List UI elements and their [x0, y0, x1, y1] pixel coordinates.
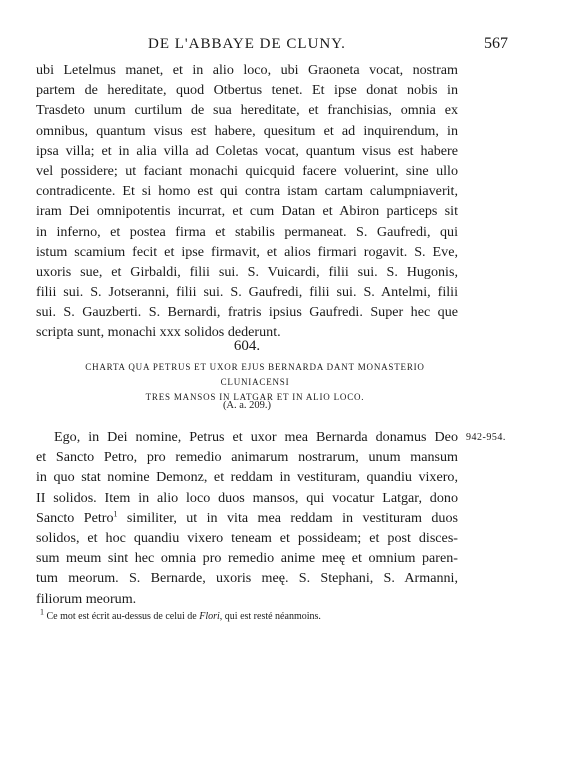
header-title: DE L'ABBAYE DE CLUNY. — [148, 36, 346, 52]
text-line: Trasdeto unum curtilum de sua hereditate, et franchisias, omnia ex — [36, 102, 458, 119]
text-line — [36, 508, 458, 528]
text-line: istum scamium fecit et ipse firmavit, et alios firmari rogavit. S. Eve, — [36, 243, 458, 260]
text-line: filiorum meorum. — [36, 590, 137, 607]
charter-title-line: CHARTA QUA PETRUS ET UXOR EJUS BERNARDA DANT MONASTERIO CLUNIACENSI — [85, 362, 425, 387]
text-line: sui. S. Gauzberti. S. Bernardi, fratris ipsius Gaufredi. Super hec que — [36, 304, 458, 321]
continued-charter-text — [36, 60, 458, 343]
margin-date: 942-954. — [466, 432, 506, 443]
charter-title — [60, 360, 450, 405]
text-line: II solidos. Item in alio loco duos mansos, qui vocatur Latgar, dono — [36, 489, 458, 506]
text-line: vel possidere; ut faciant monachi quicquid facere voluerint, sine ullo — [36, 162, 458, 179]
text-line: in quo stat nomine Demonz, et reddam in vestituram, quandiu vixero, — [36, 469, 458, 486]
text-line: partem de hereditate, quod Otbertus tenet. Et ipse donat nobis in — [36, 82, 458, 99]
text-line: ipsa villa; et in alia villa ad Coletas vocat, quantum visus est habere — [36, 142, 458, 159]
footnote-italic-word: Flori — [199, 611, 220, 622]
charter-text — [36, 427, 458, 609]
charter-date: (A. a. 209.) — [222, 400, 272, 411]
text-line: solidos, et hoc quandiu vixero teneam et possideam; et post disces- — [36, 529, 458, 546]
text-line: uxoris sue, et Girbaldi, filii sui. S. Vuicardi, filii sui. S. Hugonis, — [36, 263, 458, 280]
text-line: Ego, in Dei nomine, Petrus et uxor mea Bernarda donamus Deo — [54, 429, 458, 445]
text-fragment: Sancto Petro — [36, 509, 114, 526]
text-line: sum meum sint hec omnia pro remedio anime meę et omnium paren- — [36, 550, 458, 567]
text-line: iram Dei omnipotentis incurrat, et cum Datan et Abiron particeps sit — [36, 203, 458, 220]
charter-number: 604. — [233, 338, 261, 354]
footnote-reference[interactable]: 1 — [113, 509, 118, 519]
footnote-text: Ce mot est écrit au-dessus de celui de — [46, 611, 200, 622]
text-line: in inferno, et postea firma et stabilis permaneat. S. Gaufredi, qui — [36, 223, 458, 240]
text-line: et Sancto Petro, pro remedio animarum nostrarum, unum mansum — [36, 449, 458, 466]
charter-title-line: TRES MANSOS IN LATGAR ET IN ALIO LOCO. — [145, 392, 365, 402]
text-line: tum meorum. S. Bernarde, uxoris meę. S. Stephani, S. Armanni, — [36, 570, 458, 587]
text-line: ubi Letelmus manet, et in alio loco, ubi Graoneta vocat, nostram — [36, 62, 458, 78]
footnote-marker: 1 — [40, 607, 44, 617]
footnote-text: , qui est resté néanmoins. — [219, 611, 321, 622]
page-number: 567 — [484, 35, 508, 52]
footnote — [40, 607, 321, 622]
text-line: omnibus, quantum visus est habere, quesitum et ad inquirendum, in — [36, 122, 458, 139]
text-line: contradicente. Et si homo est qui contra istam cartam calumpniaverit, — [36, 183, 458, 200]
text-line: scripta sunt, monachi xxx solidos dederunt. — [36, 324, 281, 341]
text-fragment: similiter, ut in vita mea reddam in vestituram duos — [117, 509, 458, 526]
text-line: filii sui. S. Jotseranni, filii sui. S. Gaufredi, filii sui. S. Antelmi, filii — [36, 284, 458, 301]
